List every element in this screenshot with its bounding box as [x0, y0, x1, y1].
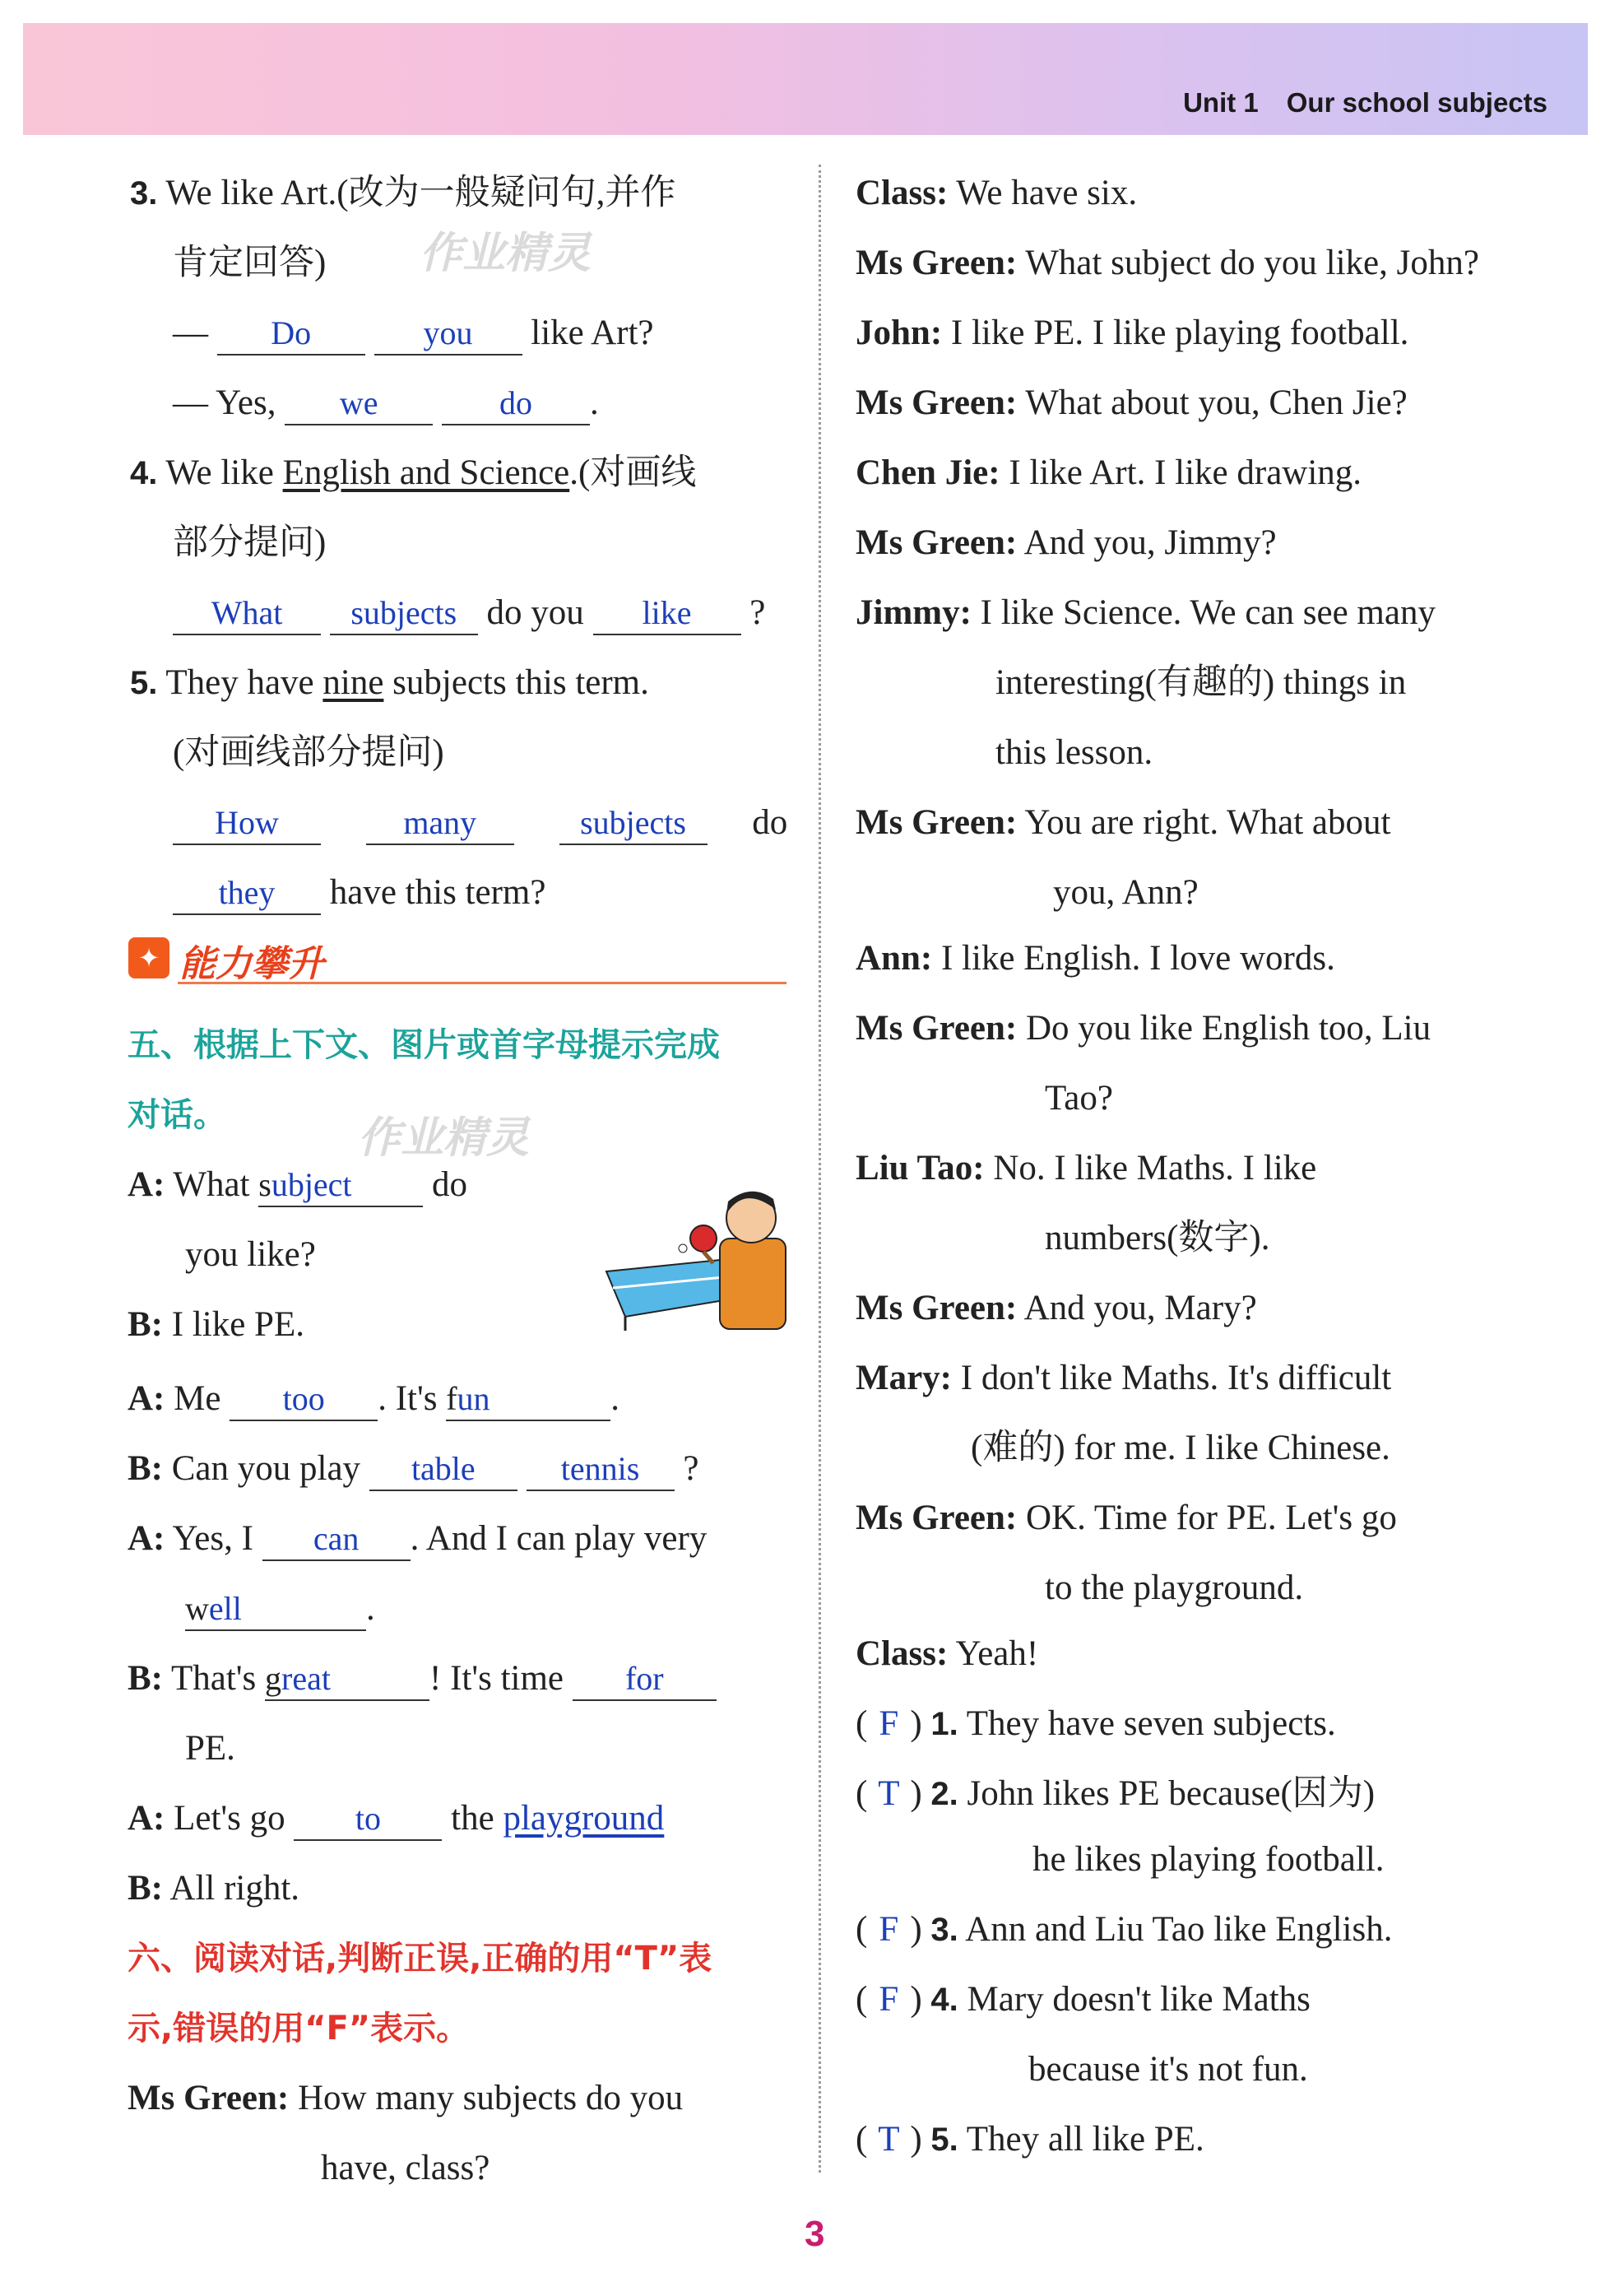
answer-blank[interactable]: we [285, 383, 433, 425]
answer-blank[interactable]: many [366, 802, 514, 845]
answer-blank[interactable]: great [265, 1658, 429, 1701]
dialog-class: Class: We have six. [856, 174, 1138, 212]
answer-blank[interactable]: like [593, 593, 741, 635]
tf-item-2: ( T ) 2. John likes PE because(因为) [856, 1769, 1375, 1819]
q5-line3: How many subjects do [173, 798, 787, 848]
tf-answer[interactable]: T [878, 1774, 900, 1813]
column-divider [819, 165, 821, 2173]
dialog-liu-tao-cont: numbers(数字). [1045, 1219, 1270, 1257]
dialog-ms-green: Ms Green: What subject do you like, John? [856, 244, 1479, 282]
answer-blank[interactable]: fun [446, 1378, 610, 1421]
dialog-line-9: PE. [185, 1729, 235, 1768]
dialog-mary: Mary: I don't like Maths. It's difficult [856, 1359, 1392, 1397]
dialog-jimmy-cont: interesting(有趣的) things in [995, 663, 1407, 702]
answer-blank[interactable]: to [294, 1798, 442, 1841]
answer-blank[interactable]: can [262, 1518, 411, 1561]
dialog-line-3: B: I like PE. [128, 1305, 304, 1344]
dialog-ms-green: Ms Green: Do you like English too, Liu [856, 1009, 1431, 1048]
answer-blank[interactable]: How [173, 802, 321, 845]
dialog-line-10: A: Let's go to the playground [128, 1794, 664, 1843]
dialog-ms-green: Ms Green: What about you, Chen Jie? [856, 383, 1408, 422]
answer-blank[interactable]: do [442, 383, 590, 425]
dialog-ms-green: Ms Green: And you, Jimmy? [856, 523, 1277, 562]
tf-answer[interactable]: F [879, 1980, 899, 2019]
dialog-jimmy-cont: this lesson. [995, 733, 1153, 772]
dialog-ms-green-cont: Tao? [1045, 1079, 1113, 1118]
table-tennis-player-illustration [605, 1181, 798, 1333]
section5-instruction-1: 五、根据上下文、图片或首字母提示完成 [128, 1026, 720, 1064]
q4-line2: 部分提问) [173, 523, 327, 562]
section5-instruction-2: 对话。 [128, 1096, 226, 1134]
dialog-line-4: A: Me too . It's fun . [128, 1374, 619, 1424]
answer-blank[interactable]: well [185, 1588, 366, 1631]
unit-label: Unit 1 [1183, 87, 1259, 118]
dialog-mary-cont: (难的) for me. I like Chinese. [971, 1429, 1390, 1467]
dialog-ms-green: Ms Green: OK. Time for PE. Let's go [856, 1499, 1397, 1537]
tf-answer[interactable]: F [879, 1910, 899, 1949]
dialog-john: John: I like PE. I like playing football. [856, 314, 1409, 352]
answer-blank[interactable]: they [173, 872, 321, 915]
q4-line3: What subjects do you like ? [173, 588, 765, 638]
dialog-ann: Ann: I like English. I love words. [856, 939, 1335, 978]
tf-item-5: ( T ) 5. They all like PE. [856, 2115, 1204, 2164]
dialog-chen-jie: Chen Jie: I like Art. I like drawing. [856, 453, 1362, 492]
tf-item-4-cont: because it's not fun. [1028, 2050, 1308, 2089]
dialog-ms-green: Ms Green: And you, Mary? [856, 1289, 1257, 1327]
q3-line1: 3. We like Art.(改为一般疑问句,并作 [130, 174, 676, 212]
answer-blank[interactable]: you [374, 313, 522, 356]
dialog-line-1: A: What subject do [128, 1160, 467, 1210]
tf-answer[interactable]: T [878, 2120, 900, 2159]
section6-instruction-2: 示,错误的用“F”表示。 [128, 2010, 470, 2047]
tf-item-4: ( F ) 4. Mary doesn't like Maths [856, 1975, 1311, 2024]
page-number: 3 [805, 2214, 825, 2254]
ms-green-line-2: have, class? [321, 2149, 490, 2187]
dialog-ms-green-cont: you, Ann? [1053, 873, 1199, 912]
answer-underlined[interactable]: playground [503, 1799, 665, 1838]
ability-section-header [128, 934, 795, 992]
answer-blank[interactable]: for [573, 1658, 717, 1701]
dialog-ms-green: Ms Green: You are right. What about [856, 803, 1391, 842]
tf-item-2-cont: he likes playing football. [1032, 1840, 1385, 1879]
q3-line3: — Do you like Art? [173, 309, 654, 358]
ability-icon: ✦ [128, 937, 169, 978]
q3-line2: 肯定回答) [173, 244, 327, 282]
dialog-line-11: B: All right. [128, 1869, 300, 1908]
q5-line4: they have this term? [173, 868, 545, 918]
q4-line1: 4. We like English and Science.(对画线 [130, 453, 697, 492]
answer-blank[interactable]: subjects [559, 802, 708, 845]
watermark: 作业精灵 [420, 229, 592, 278]
watermark: 作业精灵 [358, 1113, 530, 1163]
dialog-line-7: well . [185, 1584, 375, 1634]
dialog-class: Class: Yeah! [856, 1634, 1039, 1673]
dialog-jimmy: Jimmy: I like Science. We can see many [856, 593, 1436, 632]
answer-blank[interactable]: table [369, 1448, 517, 1491]
q5-line2: (对画线部分提问) [173, 733, 444, 772]
tf-item-3: ( F ) 3. Ann and Liu Tao like English. [856, 1905, 1392, 1954]
unit-title: Our school subjects [1286, 87, 1547, 118]
answer-blank[interactable]: subject [258, 1164, 423, 1207]
dialog-line-6: A: Yes, I can . And I can play very [128, 1514, 707, 1564]
q3-line4: — Yes, we do . [173, 379, 599, 428]
tf-item-1: ( F ) 1. They have seven subjects. [856, 1699, 1336, 1749]
dialog-line-8: B: That's great ! It's time for [128, 1654, 717, 1703]
answer-blank[interactable]: subjects [330, 593, 478, 635]
answer-blank[interactable]: tennis [527, 1448, 675, 1491]
answer-blank[interactable]: Do [217, 313, 365, 356]
tf-answer[interactable]: F [879, 1704, 899, 1743]
answer-blank[interactable]: too [230, 1378, 378, 1421]
section6-instruction-1: 六、阅读对话,判断正误,正确的用“T”表 [128, 1940, 712, 1978]
dialog-liu-tao: Liu Tao: No. I like Maths. I like [856, 1149, 1317, 1188]
dialog-line-5: B: Can you play table tennis ? [128, 1444, 698, 1494]
ability-underline [178, 982, 786, 984]
ms-green-line-1: Ms Green: How many subjects do you [128, 2079, 684, 2117]
dialog-line-2: you like? [185, 1235, 316, 1274]
ability-title: 能力攀升 [179, 943, 324, 985]
page-header-title [1183, 87, 1547, 119]
answer-blank[interactable]: What [173, 593, 321, 635]
q5-line1: 5. They have nine subjects this term. [130, 663, 649, 702]
dialog-ms-green-cont: to the playground. [1045, 1569, 1304, 1607]
